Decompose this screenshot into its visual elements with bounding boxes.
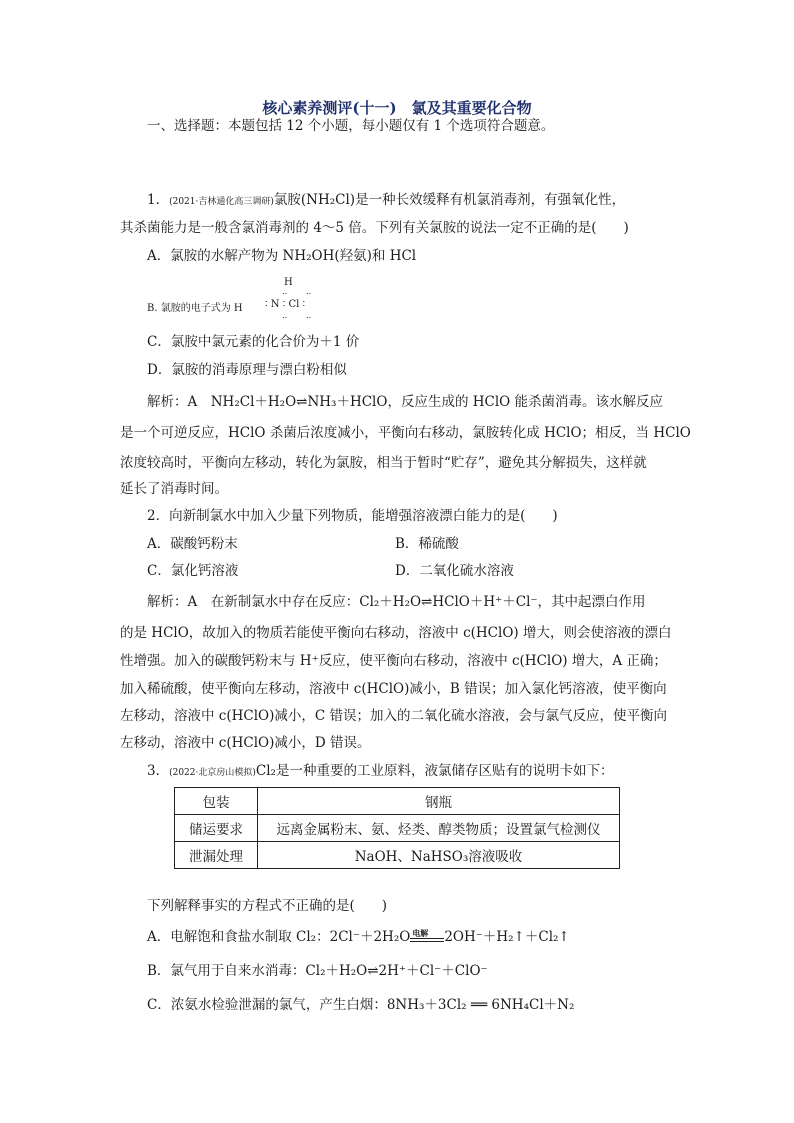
q2-analysis-line5: 左移动，溶液中 c(HClO)减小，C 错误；加入的二氧化硫水溶液，会与氯气反应，使平衡向 (120, 708, 667, 724)
q1-stem-text: 氯胺(NH₂Cl)是一种长效缓释有机氯消毒剂，有强氧化性， (273, 192, 626, 208)
q2-analysis-line4: 加入稀硫酸，使平衡向左移动，溶液中 c(HClO)减小，B 错误；加入氯化钙溶液，使平衡向 (120, 681, 667, 697)
q3-option-a (147, 928, 570, 947)
q1-source: (2021·吉林通化高三调研) (169, 197, 274, 207)
q2-option-b: B．稀硫酸 (395, 536, 459, 552)
q2-analysis-line2: 的是 HClO，故加入的物质若能使平衡向右移动，溶液中 c(HClO) 增大，则会使溶液的漂白 (120, 625, 672, 641)
q1-analysis-line2: 是一个可逆反应，HClO 杀菌后浓度减小，平衡向右移动，氯胺转化成 HClO；相反，当 HClO (120, 425, 691, 441)
q1-option-a: A．氯胺的水解产物为 NH₂OH(羟氨)和 HCl (147, 248, 417, 264)
table-cell-value: 远离金属粉末、氨、烃类、醇类物质；设置氯气检测仪 (258, 815, 620, 842)
equals-line-bottom (410, 941, 444, 942)
q1-analysis-line3: 浓度较高时，平衡向左移动，转化为氯胺，相当于暂时“贮存”，避免其分解损失，这样就 (120, 455, 647, 471)
q1-stem-line1 (147, 191, 625, 211)
q1-analysis-line4: 延长了消毒时间。 (120, 481, 228, 497)
q3-option-c: C．浓氨水检验泄漏的氯气，产生白烟：8NH₃＋3Cl₂ ══ 6NH₄Cl＋N₂ (147, 997, 575, 1013)
liquid-chlorine-info-table (174, 787, 620, 869)
q3-stem (147, 762, 613, 782)
table-row (175, 815, 620, 842)
q2-stem: 2．向新制氯水中加入少量下列物质，能增强溶液漂白能力的是( ) (147, 508, 558, 524)
q3-stem-text: Cl₂是一种重要的工业原料，液氯储存区贴有的说明卡如下： (255, 763, 614, 779)
q3-option-b: B．氯气用于自来水消毒：Cl₂＋H₂O⇌2H⁺＋Cl⁻＋ClO⁻ (147, 963, 488, 979)
table-cell-label: 储运要求 (175, 815, 258, 842)
q1-number: 1． (147, 192, 170, 208)
q1-analysis-line1: 解析：A NH₂Cl＋H₂O⇌NH₃＋HClO，反应生成的 HClO 能杀菌消毒。该水解反应 (147, 394, 664, 410)
q2-analysis-line3: 性增强。加入的碳酸钙粉末与 H⁺反应，使平衡向右移动，溶液中 c(HClO) 增大，A 正确； (120, 653, 667, 669)
table-row (175, 788, 620, 815)
section-heading: 一、选择题：本题包括 12 个小题，每小题仅有 1 个选项符合题意。 (147, 118, 555, 134)
q1-option-b (147, 277, 367, 327)
q2-option-d: D．二氧化硫水溶液 (395, 563, 514, 579)
q2-analysis-line6: 左移动，溶液中 c(HClO)减小，D 错误。 (120, 735, 371, 751)
q1-stem-line2: 其杀菌能力是一般含氯消毒剂的 4～5 倍。下列有关氯胺的说法一定不正确的是( ) (120, 220, 629, 236)
q1-option-b-label: B. 氯胺的电子式为 H (147, 303, 243, 314)
electrolysis-label: 电解 (412, 927, 429, 938)
q2-option-a: A．碳酸钙粉末 (147, 536, 238, 552)
q3-option-a-post: 2OH⁻＋H₂↑＋Cl₂↑ (444, 929, 570, 945)
q3-option-a-pre: A．电解饱和食盐水制取 Cl₂：2Cl⁻＋2H₂O (147, 929, 411, 945)
q3-question: 下列解释事实的方程式不正确的是( ) (147, 898, 388, 914)
q1-option-d: D．氯胺的消毒原理与漂白粉相似 (147, 362, 347, 378)
table-row (175, 842, 620, 869)
q1-option-c: C．氯胺中氯元素的化合价为＋1 价 (147, 334, 360, 350)
q2-analysis-line1: 解析：A 在新制氯水中存在反应：Cl₂＋H₂O⇌HClO＋H⁺＋Cl⁻，其中起漂白作用 (147, 594, 646, 610)
q1-electron-dots-bottom: ‥ ‥ (282, 311, 320, 320)
q1-electron-h-top: H (284, 277, 293, 288)
equals-line-top (410, 938, 444, 939)
q1-electron-formula: ∶ N ∶ Cl ∶ (265, 299, 306, 310)
q1-electron-dots-top: ‥ ‥ (282, 287, 320, 296)
q3-source: (2022·北京房山模拟) (169, 768, 256, 778)
electrolysis-condition (410, 929, 444, 947)
table-cell-label: 泄漏处理 (175, 842, 258, 869)
table-cell-value: NaOH、NaHSO₃溶液吸收 (258, 842, 620, 869)
table-cell-value: 钢瓶 (258, 788, 620, 815)
q2-option-c: C．氯化钙溶液 (147, 563, 239, 579)
page-title: 核心素养测评(十一) 氯及其重要化合物 (262, 99, 532, 117)
q3-number: 3． (147, 763, 170, 779)
table-cell-label: 包装 (175, 788, 258, 815)
